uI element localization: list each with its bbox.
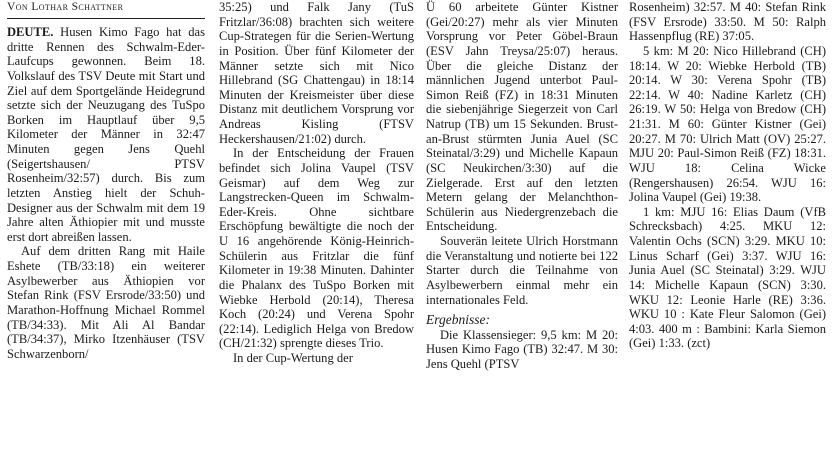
results-paragraph: 5 km: M 20: Nico Hillebrand (CH) 18:14. W 20: Wiebke Herbold (TB) 20:14. W 30: Verena Spohr (TB) 22:14. W 40: Nadine Karletz (CH) 26:19. W 50: Helga von Bredow (CH) 21:31. M 60: Günter Kistner (Gei) 20:27. M 70: Ulrich Matt (OV) 25:27. MJU 20: Paul-Simon Reiß (FZ) 18:31. WJU 18: Celina Wicke (Rengershausen) 26:54. WJU 16: Jolina Vaupel (Gei) 19:38. (629, 43, 826, 205)
column-3 (426, 0, 618, 372)
byline: Von Lothar Schattner (7, 0, 205, 19)
lead-paragraph (7, 25, 205, 244)
results-paragraph: 1 km: MJU 16: Elias Daum (VfB Schrecksbach) 4:25. MKU 12: Valentin Ochs (SCN) 3:29. MKU 10: Linus Scharf (Gei) 3:37. WJU 16: Junia Auel (SC Steinatal) 3:29. WJU 14: Michelle Kapaun (SCN) 3:30. WKU 12: Leonie Harle (RE) 3:36. WKU 10 : Kate Fleur Salomon (Gei) 4:03. 400 m : Bambini: Karla Siemon (Gei) 1:33. (zct) (629, 204, 826, 351)
paragraph: Auf dem dritten Rang mit Haile Eshete (TB/33:18) ein weiterer Asylbewerber aus Äthiopien vor Stefan Rink (FSV Ersrode/33:50) und Marathon-Hoffnung Michael Rommel (TB/34:33). Mit Ali Al Bandar (TB/34:37), Mirko Itzenhäuser (TSV Schwarzenborn/ (7, 244, 205, 361)
results-paragraph: Rosenheim) 32:57. M 40: Stefan Rink (FSV Ersrode) 33:50. M 50: Ralph Hassenpflug (RE) 37:05. (629, 0, 826, 44)
paragraph: In der Cup-Wertung der (233, 351, 353, 365)
column-1 (7, 0, 205, 361)
lead-text: Husen Kimo Fago hat das dritte Rennen des Schwalm-Eder-Laufcups gewonnen. Beim 18. Volkslauf des TSV Deute mit Start und Ziel auf dem Sportgelände Heidegrund setzte sich der Neuzugang des TuSpo Borken im Hauptlauf über 9,5 Kilometer der Männer in 32:47 Minuten gegen Jens Quehl (Seigertshausen/ PTSV Rosenheim/32:57) durch. Bis zum letzten Anstieg hielt der Schuh-Designer aus der Schwalm mit dem 19 Jahre alten Äthiopier mit und musste erst dort abreißen lassen. (7, 25, 205, 244)
column-4 (629, 0, 826, 351)
paragraph: 35:25) und Falk Jany (TuS Fritzlar/36:08) brachten sich weitere Cup-Strategen für die Serien-Wertung in Position. Über fünf Kilometer der Männer setzte sich mit Nico Hillebrand (SG Chattengau) in 18:14 Minuten der Kreismeister über diese Distanz mit deutlichem Vorsprung vor Andreas Kisling (FTSV Heckershausen/21:02) durch. (219, 0, 414, 146)
paragraph: In der Entscheidung der Frauen befindet sich Jolina Vaupel (TSV Geismar) auf dem Weg zur Langstrecken-Queen im Schwalm-Eder-Kreis. Ohne sichtbare Erschöpfung bewältigte die noch der U 16 angehörende König-Heinrich-Schülerin aus Fritzlar die fünf Kilometer in 19:38 Minuten. Dahinter die Phalanx des TuSpo Borken mit Wiebke Herbold (20:14), Theresa Koch (20:24) und Verena Spohr (22:14). Lediglich Helga von Bredow (CH/21:32) sprengte dieses Trio. (219, 146, 414, 351)
results-heading: Ergebnisse: (426, 312, 490, 328)
paragraph: Ü 60 arbeitete Günter Kistner (Gei/20:27) mehr als vier Minuten Vorsprung vor Peter Göbel-Braun (ESV Jahn Treysa/25:07) heraus. Über die gleiche Distanz der männlichen Jugend unterbot Paul-Simon Reiß (FZ) in 18:31 Minuten die siebenjährige Siegerzeit von Carl Natrup (TB) um 15 Sekunden. Brust-an-Brust stürmten Junia Auel (SC Steinatal/3:29) und Michelle Kapaun (SC Neukirchen/3:30) auf die Zielgerade. Erst auf den letzten Metern gelang der Melanchthon-Schülerin aus Niedergrenzebach die Entscheidung. (426, 0, 618, 234)
results-paragraph: Die Klassensieger: 9,5 km: M 20: Husen Kimo Fago (TB) 32:47. M 30: Jens Quehl (PTSV (426, 327, 618, 371)
dateline: DEUTE. (7, 25, 54, 39)
paragraph: Souverän leitete Ulrich Horstmann die Veranstaltung und notierte bei 122 Starter durch die Teilnahme von Asylbewerbern einmal mehr ein internationales Feld. (426, 234, 618, 307)
column-2 (219, 0, 414, 366)
